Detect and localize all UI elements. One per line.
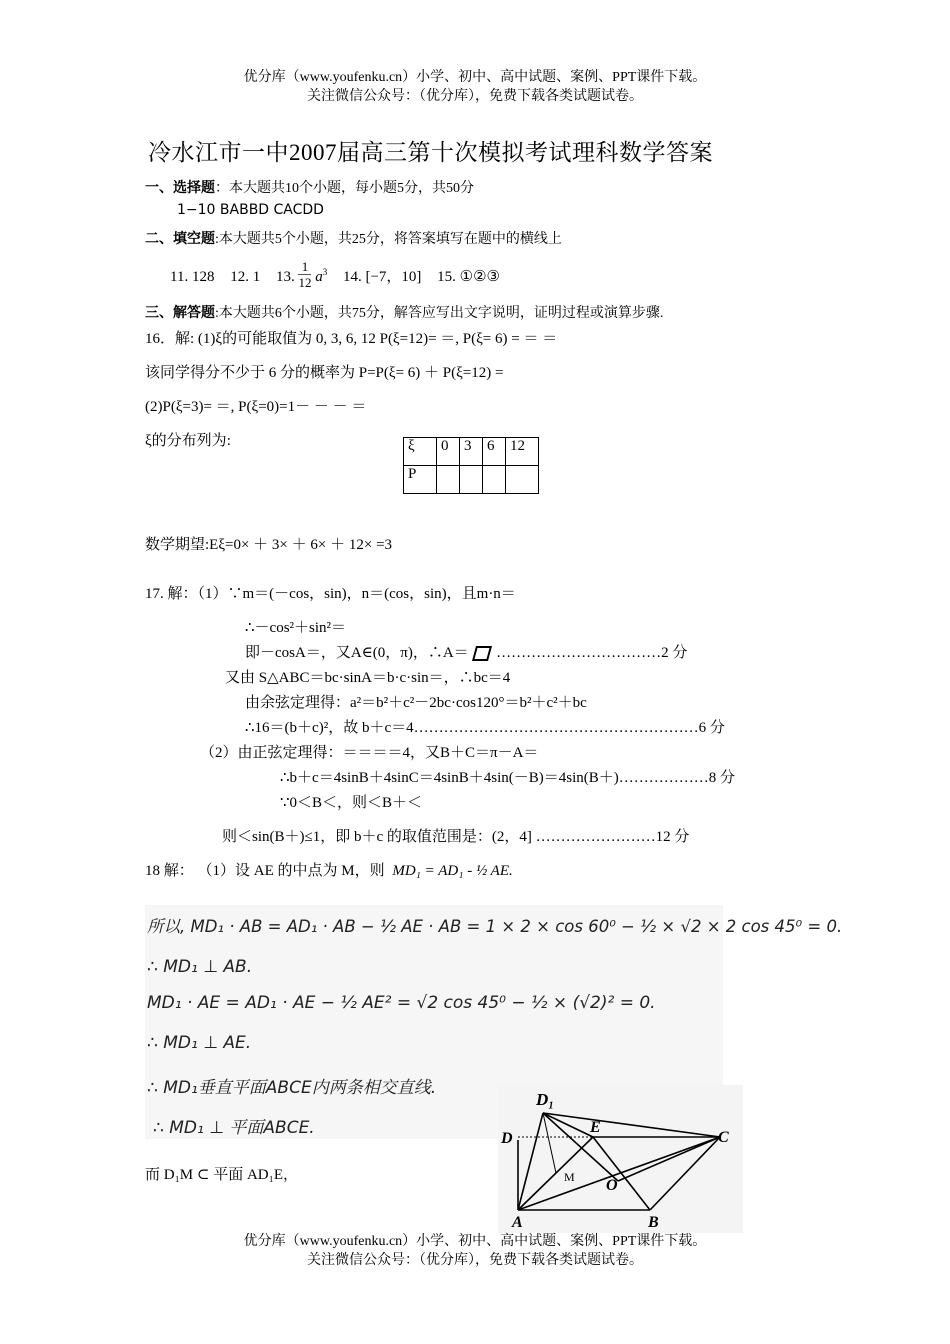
table-cell — [460, 466, 483, 494]
placeholder-box-icon — [472, 646, 492, 661]
table-cell — [437, 466, 460, 494]
section-2 — [145, 228, 562, 248]
table-cell — [483, 466, 506, 494]
table-cell: 6 — [483, 438, 506, 466]
section-3-label: 三、解答题 — [145, 305, 215, 321]
q17-line-6: ∴16＝(b＋c)²，故 b＋c＝4…………………………………………………6 分 — [245, 720, 725, 736]
q17-line-4: 又由 S△ABC＝bc·sinA＝b·c·sin＝，∴bc＝4 — [225, 670, 511, 686]
q18-last-line: 而 D₁M ⊂ 平面 AD₁E， — [145, 1167, 299, 1183]
answer-12: 12. 1 — [230, 268, 261, 285]
q18-line-1 — [145, 859, 513, 880]
answer-11: 11. 128 — [170, 268, 215, 285]
section-3 — [145, 302, 663, 322]
distribution-table — [403, 437, 539, 494]
point-label-o: O — [606, 1177, 618, 1194]
q17-line-5: 由余弦定理得：a²＝b²＋c²－2bc·cos120°＝b²＋c²＋bc — [245, 695, 587, 711]
answer-15: 15. ①②③ — [437, 268, 500, 285]
q17-line-3-text: 即－cosA＝，又A∈(0，π)，∴A＝ — [245, 645, 469, 661]
proof-line-4: ∴ MD₁ ⊥ AE. — [147, 1033, 252, 1053]
fill-answers — [170, 259, 500, 293]
header-line-2: 关注微信公众号：（优分库），免费下载各类试题试卷。 — [307, 89, 643, 104]
answer-13-exp: 3 — [322, 266, 328, 277]
point-label-c: C — [718, 1129, 729, 1146]
answer-13-den: 12 — [298, 275, 312, 290]
point-label-b: B — [648, 1214, 659, 1231]
table-cell: P — [404, 466, 437, 494]
figure-background — [498, 1085, 743, 1233]
proof-line-3: MD₁ · AE = AD₁ · AE − ½ AE² = √2 cos 45⁰ − ½ × (√2)² = 0. — [147, 993, 656, 1013]
q17-line-8: ∴b＋c＝4sinB＋4sinC＝4sinB＋4sin(－B)＝4sin(B＋)………………8 分 — [280, 770, 735, 786]
q18-vector-formula: MD₁ = AD₁ - ½ AE. — [392, 863, 513, 879]
point-label-m: M — [564, 1170, 575, 1184]
answer-13-fraction — [298, 259, 311, 290]
answer-13-prefix: 13. — [275, 268, 295, 285]
q17-line-9: ∵0＜B＜，则＜B＋＜ — [280, 795, 423, 811]
section-1-answers: 1−10 BABBD CACDD — [177, 202, 324, 218]
answer-13 — [275, 259, 331, 290]
q17-line-2: ∴－cos²＋sin²＝ — [245, 620, 347, 636]
q16-line-2: 该同学得分不少于 6 分的概率为 P=P(ξ= 6) ＋ P(ξ=12) = — [145, 365, 504, 381]
table-row — [404, 438, 539, 466]
point-label-d: D — [501, 1130, 513, 1147]
table-row — [404, 466, 539, 494]
table-cell: 3 — [460, 438, 483, 466]
section-1-desc: ：本大题共10个小题，每小题5分，共50分 — [215, 181, 474, 196]
geometry-figure — [498, 1085, 743, 1233]
point-label-a: A — [512, 1214, 523, 1231]
proof-line-5: ∴ MD₁垂直平面ABCE内两条相交直线. — [147, 1078, 437, 1098]
table-cell: 0 — [437, 438, 460, 466]
section-2-desc: :本大题共5个小题，共25分，将答案填写在题中的横线上 — [215, 232, 562, 247]
q17-line-10: 则＜sin(B＋)≤1，即 b＋c 的取值范围是：(2，4] ……………………12 分 — [222, 829, 690, 845]
q18-line-1-text: 18 解： （1）设 AE 的中点为 M，则 — [145, 863, 385, 879]
proof-line-2: ∴ MD₁ ⊥ AB. — [147, 957, 253, 977]
table-cell: 12 — [506, 438, 539, 466]
proof-line-6: ∴ MD₁ ⊥ 平面ABCE. — [153, 1118, 315, 1138]
q17-line-1: 17. 解：（1）∵m＝(－cos，sin)，n＝(cos，sin)，且m·n＝ — [145, 586, 516, 602]
answer-13-var: a — [315, 268, 323, 285]
q17-line-3 — [245, 641, 687, 662]
q16-line-3: (2)P(ξ=3)= ＝, P(ξ=0)=1－ － － ＝ — [145, 399, 367, 415]
table-cell: ξ — [404, 438, 437, 466]
section-1 — [145, 177, 474, 197]
point-label-e: E — [590, 1119, 601, 1136]
point-label-d1: D₁ — [536, 1090, 555, 1109]
footer-line-1: 优分库（www.youfenku.cn）小学、初中、高中试题、案例、PPT课件下载。 — [243, 1234, 707, 1249]
section-3-desc: :本大题共6个小题，共75分，解答应写出文字说明，证明过程或演算步骤. — [215, 306, 664, 321]
page-title: 冷水江市一中2007届高三第十次模拟考试理科数学答案 — [148, 140, 713, 165]
table-cell — [506, 466, 539, 494]
section-1-label: 一、选择题 — [145, 180, 215, 196]
q16-line-4: ξ的分布列为: — [145, 433, 231, 449]
q17-line-3-tail: ……………………………2 分 — [496, 645, 688, 661]
q16-line-1: 16．解: (1)ξ的可能取值为 0, 3, 6, 12 P(ξ=12)= ＝, P(ξ= 6) = ＝ ＝ — [145, 331, 558, 347]
q16-expectation: 数学期望:Eξ=0× ＋ 3× ＋ 6× ＋ 12× =3 — [145, 537, 393, 553]
q17-line-7: （2）由正弦定理得：＝＝＝＝4，又B＋C＝π－A＝ — [200, 745, 539, 761]
answer-13-num: 1 — [298, 259, 311, 275]
proof-line-1: 所以, MD₁ · AB = AD₁ · AB − ½ AE · AB = 1 × 2 × cos 60⁰ − ½ × √2 × 2 cos 45⁰ = 0. — [147, 917, 843, 936]
answer-14: 14. [−7，10] — [342, 268, 422, 285]
header-line-1: 优分库（www.youfenku.cn）小学、初中、高中试题、案例、PPT课件下载。 — [243, 70, 707, 85]
footer-line-2: 关注微信公众号：（优分库），免费下载各类试题试卷。 — [307, 1253, 643, 1268]
section-2-label: 二、填空题 — [145, 231, 215, 247]
